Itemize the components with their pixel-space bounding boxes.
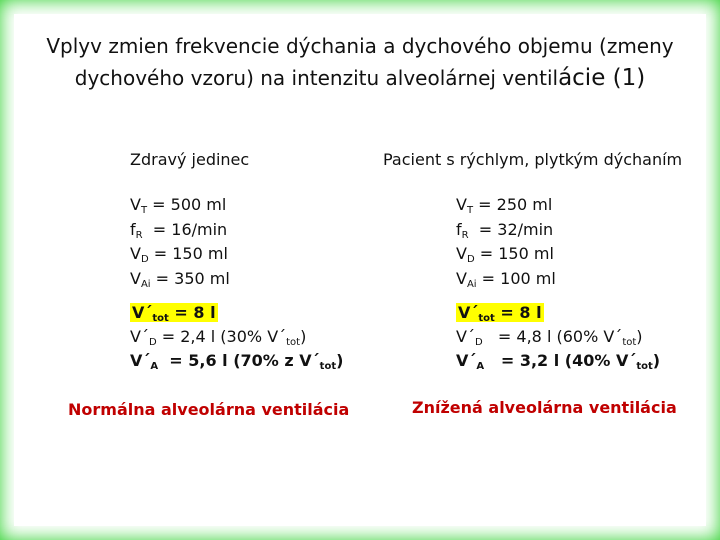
title-line-2 xyxy=(30,62,690,94)
va-row: $V´_A = 5,6$ l (70% z $V´_{tot}$) xyxy=(130,351,344,372)
patient-column xyxy=(383,150,716,373)
healthy-ventilation xyxy=(130,301,430,373)
vd-row: $V´_D = 2,4$ l (30% $V´_{tot}$) xyxy=(130,327,307,348)
vtot-highlight: $V´_{tot} = 8$ l xyxy=(132,303,216,324)
vtot-row xyxy=(456,301,716,325)
healthy-column xyxy=(130,150,430,373)
patient-ventilation xyxy=(456,301,716,373)
patient-params xyxy=(456,193,716,291)
vd-row: $V´_D = 4,8$ l (60% $V´_{tot}$) xyxy=(456,327,643,348)
param-row: $V_{Ai} = 350$ ml xyxy=(130,268,230,290)
patient-conclusion: Znížená alveolárna ventilácia xyxy=(412,398,677,417)
title-line-2-tail: ácie (1) xyxy=(558,65,646,91)
title-line-2-main: dychového vzoru) na intenzitu alveolárnej ventil xyxy=(74,66,559,90)
param-row: $f_R = 32/\min$ xyxy=(456,219,554,241)
healthy-conclusion: Normálna alveolárna ventilácia xyxy=(68,400,350,419)
param-row: $V_D = 150$ ml xyxy=(130,244,228,265)
param-row: $V_D = 150$ ml xyxy=(456,244,554,265)
param-row: $V_{Ai} = 100$ ml xyxy=(456,268,556,290)
param-row: $V_T = 500$ ml xyxy=(130,195,227,216)
healthy-heading: Zdravý jedinec xyxy=(130,150,250,169)
slide-title xyxy=(30,30,690,94)
va-row: $V´_A = 3,2$ l (40% $V´_{tot}$) xyxy=(456,351,661,372)
healthy-params xyxy=(130,193,430,291)
param-row: $V_T = 250$ ml xyxy=(456,195,553,216)
vtot-highlight: $V´_{tot} = 8$ l xyxy=(458,303,542,324)
title-line-1: Vplyv zmien frekvencie dýchania a dychového objemu (zmeny xyxy=(46,34,674,58)
patient-heading: Pacient s rýchlym, plytkým dýchaním xyxy=(383,150,683,169)
vtot-row xyxy=(130,301,430,325)
param-row: $f_R = 16/\min$ xyxy=(130,219,228,241)
